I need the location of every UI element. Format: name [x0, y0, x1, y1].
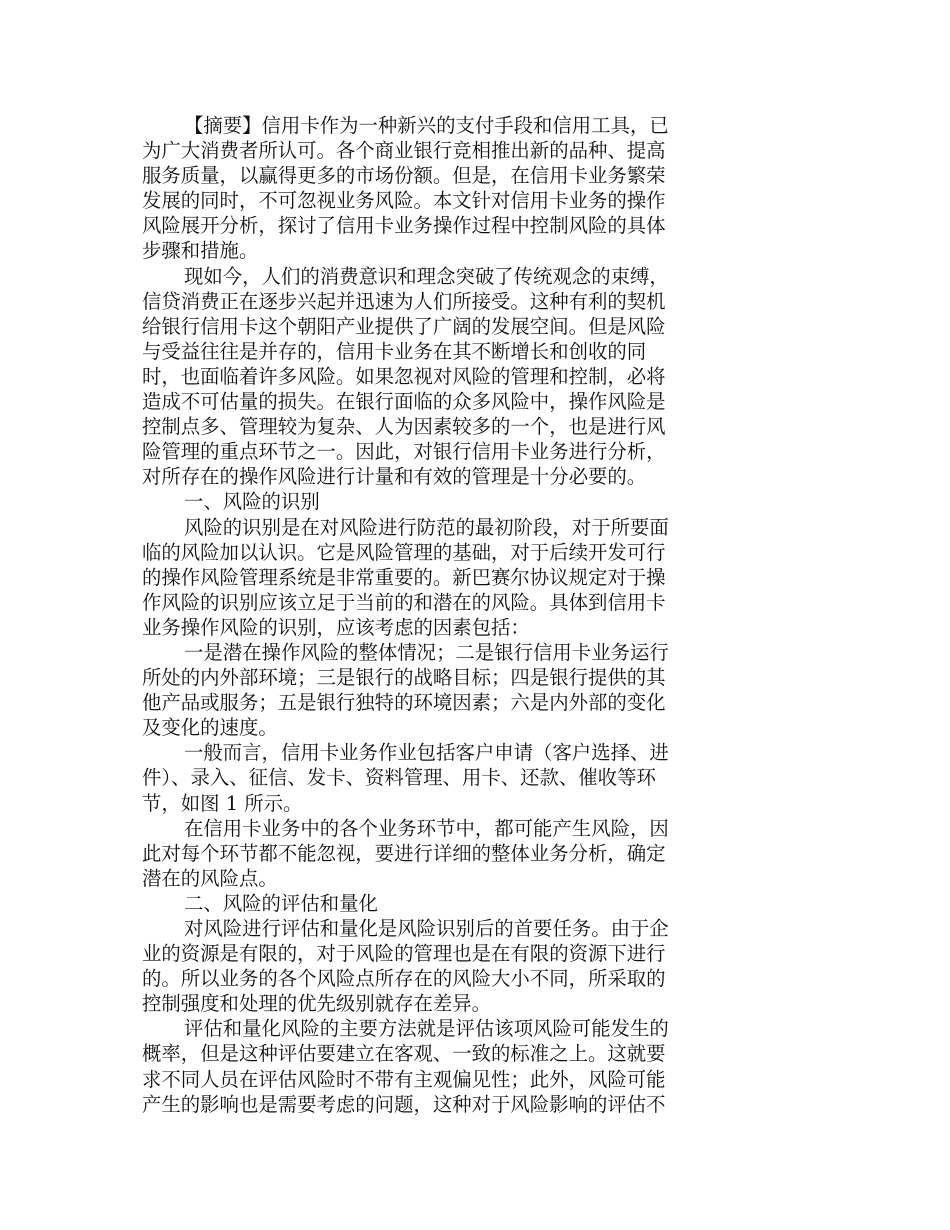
text-line: 潜在的风险点。	[142, 866, 278, 890]
text-line: 业务操作风险的识别，应该考虑的因素包括：	[142, 615, 530, 639]
text-line: 对所存在的操作风险进行计量和有效的管理是十分必要的。	[142, 465, 647, 489]
text-line: 件）、录入、征信、发卡、资料管理、用卡、还款、催收等环	[142, 766, 656, 790]
text-line: 控制点多、管理较为复杂、人为因素较多的一个，也是进行风	[142, 415, 666, 439]
text-line: 概率，但是这种评估要建立在客观、一致的标准之上。这就要	[142, 1042, 666, 1066]
text-line: 作风险的识别应该立足于当前的和潜在的风险。具体到信用卡	[142, 590, 666, 614]
text-line: 造成不可估量的损失。在银行面临的众多风险中，操作风险是	[142, 390, 666, 414]
text-line: 临的风险加以认识。它是风险管理的基础，对于后续开发可行	[142, 540, 666, 564]
text-line: 险管理的重点环节之一。因此，对银行信用卡业务进行分析，	[142, 440, 666, 464]
text-line: 的。所以业务的各个风险点所存在的风险大小不同，所采取的	[142, 967, 666, 991]
text-line: 此对每个环节都不能忽视，要进行详细的整体业务分析，确定	[142, 841, 666, 865]
text-line: 所处的内外部环境；三是银行的战略目标；四是银行提供的其	[142, 666, 666, 690]
text-line: 业的资源是有限的，对于风险的管理也是在有限的资源下进行	[142, 942, 666, 966]
text-line: 求不同人员在评估风险时不带有主观偏见性；此外，风险可能	[142, 1067, 666, 1091]
document-body	[142, 113, 732, 1117]
text-line: 信贷消费正在逐步兴起并迅速为人们所接受。这种有利的契机	[142, 289, 666, 313]
text-line: 二、风险的评估和量化	[184, 891, 378, 915]
text-line: 一、风险的识别	[184, 490, 320, 514]
text-line: 步骤和措施。	[142, 239, 259, 263]
text-line: 发展的同时，不可忽视业务风险。本文针对信用卡业务的操作	[142, 189, 666, 213]
text-line: 现如今，人们的消费意识和理念突破了传统观念的束缚，	[184, 264, 669, 288]
text-line: 【摘要】信用卡作为一种新兴的支付手段和信用工具，已	[184, 114, 669, 137]
text-line: 及变化的速度。	[142, 716, 278, 740]
text-line: 为广大消费者所认可。各个商业银行竞相推出新的品种、提高	[142, 139, 666, 163]
text-line: 评估和量化风险的主要方法就是评估该项风险可能发生的	[184, 1017, 669, 1041]
text-line: 节，如图 1 所示。	[142, 791, 303, 815]
text-line: 服务质量，以赢得更多的市场份额。但是，在信用卡业务繁荣	[142, 164, 666, 188]
text-line: 一般而言，信用卡业务作业包括客户申请（客户选择、进	[184, 741, 669, 765]
text-line: 风险的识别是在对风险进行防范的最初阶段，对于所要面	[184, 515, 669, 539]
text-line: 的操作风险管理系统是非常重要的。新巴赛尔协议规定对于操	[142, 565, 666, 589]
text-line: 风险展开分析，探讨了信用卡业务操作过程中控制风险的具体	[142, 214, 666, 238]
text-line: 产生的影响也是需要考虑的问题，这种对于风险影响的评估不	[142, 1092, 666, 1116]
text-line: 他产品或服务；五是银行独特的环境因素；六是内外部的变化	[142, 691, 666, 715]
text-line: 控制强度和处理的优先级别就存在差异。	[142, 992, 492, 1016]
text-line: 对风险进行评估和量化是风险识别后的首要任务。由于企	[184, 917, 669, 940]
text-line: 与受益往往是并存的，信用卡业务在其不断增长和创收的同	[142, 339, 647, 363]
text-line: 在信用卡业务中的各个业务环节中，都可能产生风险，因	[184, 816, 669, 840]
text-line: 时，也面临着许多风险。如果忽视对风险的管理和控制，必将	[142, 364, 666, 388]
text-line: 给银行信用卡这个朝阳产业提供了广阔的发展空间。但是风险	[142, 314, 666, 338]
text-line: 一是潜在操作风险的整体情况；二是银行信用卡业务运行	[184, 640, 669, 664]
